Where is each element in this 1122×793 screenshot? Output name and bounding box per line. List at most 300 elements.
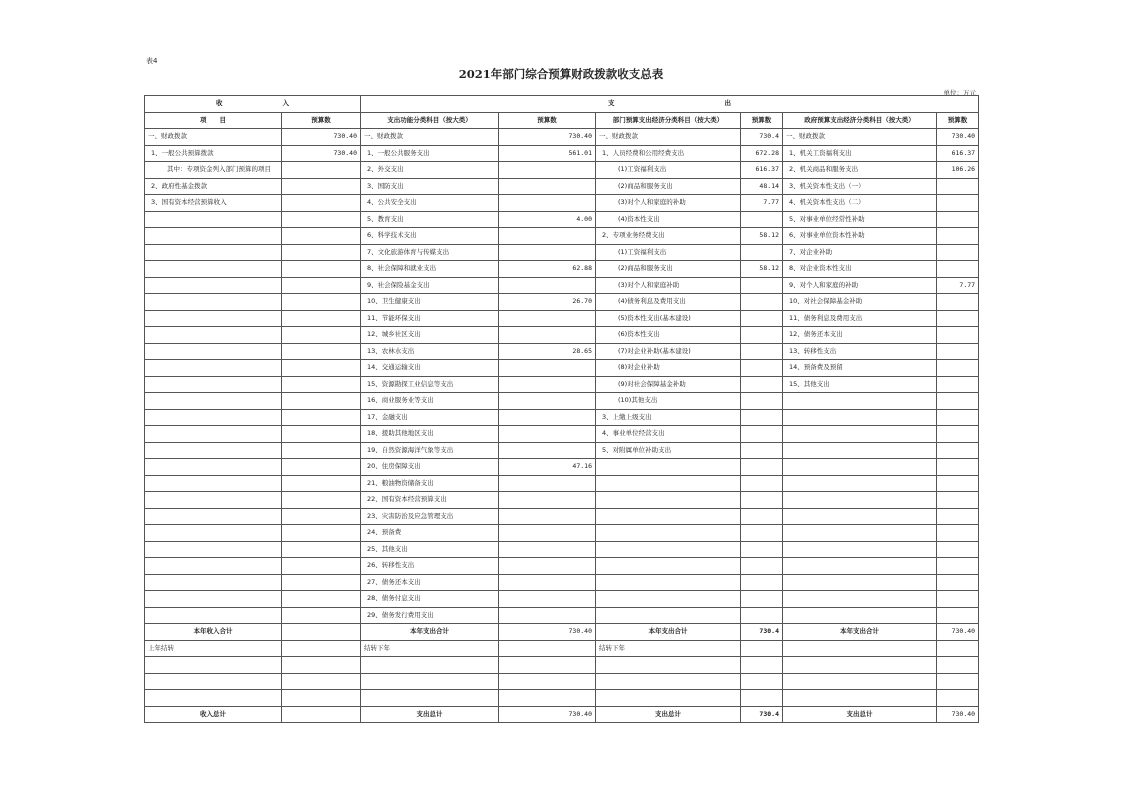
col-header-dept-budget: 预算数 (741, 112, 783, 129)
function-value (499, 178, 596, 195)
next-year-carry-function-value (499, 640, 596, 657)
income-value (282, 310, 361, 327)
blank-cell (145, 673, 282, 690)
function-item: 14、交通运输支出 (361, 360, 499, 377)
income-item: 一、财政拨款 (145, 129, 282, 146)
gov-econ-item (783, 426, 937, 443)
blank-row (145, 690, 979, 707)
blank-cell (937, 690, 979, 707)
function-item: 11、节能环保支出 (361, 310, 499, 327)
blank-row (145, 657, 979, 674)
income-item (145, 492, 282, 509)
function-item: 19、自然资源海洋气象等支出 (361, 442, 499, 459)
income-item (145, 607, 282, 624)
dept-econ-value (741, 211, 783, 228)
income-value (282, 393, 361, 410)
income-item (145, 459, 282, 476)
gov-econ-item: 1、机关工资福利支出 (783, 145, 937, 162)
next-year-carry-dept-value (741, 640, 783, 657)
function-value (499, 310, 596, 327)
gov-econ-value (937, 376, 979, 393)
function-item: 28、债务付息支出 (361, 591, 499, 608)
gov-econ-item (783, 525, 937, 542)
blank-cell (741, 657, 783, 674)
function-value (499, 525, 596, 542)
income-value (282, 261, 361, 278)
grand-gov-total-label: 支出总计 (783, 706, 937, 723)
blank-row (145, 673, 979, 690)
function-value (499, 541, 596, 558)
blank-cell (282, 690, 361, 707)
year-gov-total-label: 本年支出合计 (783, 624, 937, 641)
expense-section-header: 支 出 (361, 96, 979, 113)
dept-econ-value: 730.4 (741, 129, 783, 146)
income-value (282, 360, 361, 377)
table-row (145, 574, 979, 591)
table-row (145, 393, 979, 410)
dept-econ-item (596, 558, 741, 575)
function-item: 3、国防支出 (361, 178, 499, 195)
blank-cell (937, 657, 979, 674)
function-value (499, 508, 596, 525)
gov-econ-item: 2、机关商品和服务支出 (783, 162, 937, 179)
table-row (145, 475, 979, 492)
function-value (499, 558, 596, 575)
function-value: 4.00 (499, 211, 596, 228)
dept-econ-item (596, 525, 741, 542)
gov-econ-item (783, 393, 937, 410)
gov-econ-value (937, 409, 979, 426)
function-item: 8、社会保障和就业支出 (361, 261, 499, 278)
function-value (499, 360, 596, 377)
table-row (145, 426, 979, 443)
gov-econ-value (937, 541, 979, 558)
table-row (145, 327, 979, 344)
gov-econ-item (783, 591, 937, 608)
income-item (145, 277, 282, 294)
table-row (145, 525, 979, 542)
col-header-function: 支出功能分类科目（按大类） (361, 112, 499, 129)
year-total-row (145, 624, 979, 641)
income-item (145, 475, 282, 492)
gov-econ-value (937, 261, 979, 278)
function-item: 4、公共安全支出 (361, 195, 499, 212)
function-item: 6、科学技术支出 (361, 228, 499, 245)
col-header-dept-econ: 部门预算支出经济分类科目（按大类） (596, 112, 741, 129)
function-value (499, 442, 596, 459)
function-value (499, 228, 596, 245)
col-header-income-budget: 预算数 (282, 112, 361, 129)
gov-econ-value (937, 558, 979, 575)
blank-cell (499, 673, 596, 690)
function-item: 24、预备费 (361, 525, 499, 542)
income-item (145, 508, 282, 525)
function-value (499, 376, 596, 393)
dept-econ-value (741, 475, 783, 492)
gov-econ-value: 616.37 (937, 145, 979, 162)
dept-econ-item: 4、事业单位经营支出 (596, 426, 741, 443)
dept-econ-value (741, 277, 783, 294)
income-item (145, 261, 282, 278)
income-value (282, 574, 361, 591)
dept-econ-item: (2)商品和服务支出 (596, 178, 741, 195)
income-value (282, 558, 361, 575)
prior-year-carry-label: 上年结转 (145, 640, 282, 657)
dept-econ-value (741, 310, 783, 327)
income-value (282, 607, 361, 624)
gov-econ-value: 106.26 (937, 162, 979, 179)
gov-econ-value (937, 442, 979, 459)
function-value (499, 607, 596, 624)
function-value (499, 277, 596, 294)
income-item: 3、国有资本经营预算收入 (145, 195, 282, 212)
blank-cell (282, 657, 361, 674)
gov-econ-item (783, 508, 937, 525)
col-header-gov-budget: 预算数 (937, 112, 979, 129)
gov-econ-value (937, 294, 979, 311)
income-value (282, 244, 361, 261)
gov-econ-value (937, 178, 979, 195)
table-row (145, 129, 979, 146)
dept-econ-item: (1)工资福利支出 (596, 162, 741, 179)
gov-econ-item (783, 607, 937, 624)
function-value: 62.88 (499, 261, 596, 278)
gov-econ-value (937, 310, 979, 327)
income-item (145, 525, 282, 542)
dept-econ-value (741, 343, 783, 360)
dept-econ-value (741, 525, 783, 542)
grand-function-total-value: 730.40 (499, 706, 596, 723)
income-value (282, 294, 361, 311)
gov-econ-value (937, 475, 979, 492)
carry-over-row (145, 640, 979, 657)
function-value (499, 327, 596, 344)
function-value: 561.01 (499, 145, 596, 162)
income-value (282, 228, 361, 245)
blank-cell (596, 657, 741, 674)
blank-cell (145, 657, 282, 674)
function-value: 47.16 (499, 459, 596, 476)
function-item: 10、卫生健康支出 (361, 294, 499, 311)
income-item: 1、一般公共预算拨款 (145, 145, 282, 162)
income-value (282, 475, 361, 492)
gov-blank (783, 640, 937, 657)
function-item: 16、商业服务业等支出 (361, 393, 499, 410)
year-dept-total-value: 730.4 (741, 624, 783, 641)
income-value (282, 541, 361, 558)
function-item: 23、灾害防治及应急管理支出 (361, 508, 499, 525)
dept-econ-value: 7.77 (741, 195, 783, 212)
income-value: 730.40 (282, 145, 361, 162)
dept-econ-value: 58.12 (741, 228, 783, 245)
function-value (499, 409, 596, 426)
dept-econ-item: (4)债务利息及费用支出 (596, 294, 741, 311)
grand-function-total-label: 支出总计 (361, 706, 499, 723)
dept-econ-value (741, 492, 783, 509)
function-value (499, 492, 596, 509)
dept-econ-item (596, 591, 741, 608)
income-item (145, 360, 282, 377)
dept-econ-item (596, 574, 741, 591)
income-item (145, 228, 282, 245)
dept-econ-item: (2)商品和服务支出 (596, 261, 741, 278)
gov-econ-item: 9、对个人和家庭的补助 (783, 277, 937, 294)
grand-total-row (145, 706, 979, 723)
income-value (282, 211, 361, 228)
table-row (145, 261, 979, 278)
gov-econ-item: 一、财政拨款 (783, 129, 937, 146)
dept-econ-item: (3)对个人和家庭的补助 (596, 195, 741, 212)
function-value (499, 574, 596, 591)
dept-econ-value: 616.37 (741, 162, 783, 179)
table-row (145, 459, 979, 476)
dept-econ-value (741, 558, 783, 575)
blank-cell (596, 690, 741, 707)
gov-econ-item: 10、对社会保障基金补助 (783, 294, 937, 311)
column-header-row (145, 112, 979, 129)
function-item: 17、金融支出 (361, 409, 499, 426)
dept-econ-item (596, 607, 741, 624)
gov-econ-item (783, 492, 937, 509)
function-value (499, 591, 596, 608)
blank-cell (282, 673, 361, 690)
table-row (145, 409, 979, 426)
dept-econ-item: (1)工资福利支出 (596, 244, 741, 261)
table-row (145, 508, 979, 525)
gov-econ-item: 6、对事业单位资本性补助 (783, 228, 937, 245)
table-row (145, 492, 979, 509)
function-item: 22、国有资本经营预算支出 (361, 492, 499, 509)
dept-econ-value: 48.14 (741, 178, 783, 195)
income-value: 730.40 (282, 129, 361, 146)
gov-econ-item: 13、转移性支出 (783, 343, 937, 360)
table-row (145, 294, 979, 311)
income-item (145, 393, 282, 410)
col-header-gov-econ: 政府预算支出经济分类科目（按大类） (783, 112, 937, 129)
income-section-header: 收 入 (145, 96, 361, 113)
next-year-carry-function-label: 结转下年 (361, 640, 499, 657)
gov-econ-item: 11、债务利息及费用支出 (783, 310, 937, 327)
dept-econ-item: (4)资本性支出 (596, 211, 741, 228)
dept-econ-value (741, 426, 783, 443)
income-value (282, 525, 361, 542)
income-item (145, 310, 282, 327)
dept-econ-item: (3)对个人和家庭补助 (596, 277, 741, 294)
blank-cell (145, 690, 282, 707)
gov-econ-value (937, 393, 979, 410)
dept-econ-item: (8)对企业补助 (596, 360, 741, 377)
income-value (282, 459, 361, 476)
grand-dept-total-value: 730.4 (741, 706, 783, 723)
grand-income-total-value (282, 706, 361, 723)
col-header-function-budget: 预算数 (499, 112, 596, 129)
table-row (145, 211, 979, 228)
table-row (145, 591, 979, 608)
table-row (145, 244, 979, 261)
dept-econ-value (741, 541, 783, 558)
gov-blank-value (937, 640, 979, 657)
income-value (282, 591, 361, 608)
table-row (145, 442, 979, 459)
prior-year-carry-value (282, 640, 361, 657)
blank-cell (361, 657, 499, 674)
dept-econ-value: 58.12 (741, 261, 783, 278)
function-item: 12、城乡社区支出 (361, 327, 499, 344)
income-item: 其中：专项资金列入部门预算的项目 (145, 162, 282, 179)
dept-econ-item (596, 475, 741, 492)
income-value (282, 162, 361, 179)
income-value (282, 442, 361, 459)
table-row (145, 360, 979, 377)
income-item (145, 211, 282, 228)
dept-econ-item (596, 541, 741, 558)
section-header-row (145, 96, 979, 113)
grand-income-total-label: 收入总计 (145, 706, 282, 723)
page-title: 2021年部门综合预算财政拨款收支总表 (458, 67, 664, 81)
dept-econ-value (741, 244, 783, 261)
function-item: 15、资源勘探工业信息等支出 (361, 376, 499, 393)
function-value (499, 195, 596, 212)
gov-econ-value (937, 327, 979, 344)
col-header-item: 项 目 (145, 112, 282, 129)
gov-econ-item (783, 541, 937, 558)
income-item (145, 294, 282, 311)
function-item: 21、粮油物资储备支出 (361, 475, 499, 492)
income-value (282, 492, 361, 509)
function-value (499, 393, 596, 410)
dept-econ-value (741, 442, 783, 459)
income-item (145, 558, 282, 575)
gov-econ-value (937, 426, 979, 443)
function-item: 20、住房保障支出 (361, 459, 499, 476)
function-value: 28.65 (499, 343, 596, 360)
function-item: 13、农林水支出 (361, 343, 499, 360)
year-function-total-value: 730.40 (499, 624, 596, 641)
income-value (282, 277, 361, 294)
gov-econ-item (783, 409, 937, 426)
function-value (499, 426, 596, 443)
function-value: 730.40 (499, 129, 596, 146)
gov-econ-value (937, 574, 979, 591)
income-item (145, 591, 282, 608)
gov-econ-value (937, 459, 979, 476)
gov-econ-item: 3、机关资本性支出（一） (783, 178, 937, 195)
gov-econ-value (937, 360, 979, 377)
dept-econ-item: 2、专项业务经费支出 (596, 228, 741, 245)
year-income-total-value (282, 624, 361, 641)
table-row (145, 343, 979, 360)
income-value (282, 426, 361, 443)
function-value (499, 244, 596, 261)
function-item: 1、一般公共服务支出 (361, 145, 499, 162)
budget-summary-table (144, 95, 979, 723)
income-item (145, 541, 282, 558)
table-row (145, 195, 979, 212)
blank-cell (783, 673, 937, 690)
year-income-total-label: 本年收入合计 (145, 624, 282, 641)
income-item (145, 376, 282, 393)
function-value (499, 162, 596, 179)
income-value (282, 508, 361, 525)
dept-econ-value (741, 409, 783, 426)
dept-econ-item (596, 459, 741, 476)
gov-econ-value (937, 195, 979, 212)
gov-econ-value (937, 244, 979, 261)
dept-econ-item: 3、上缴上级支出 (596, 409, 741, 426)
gov-econ-item (783, 475, 937, 492)
income-value (282, 195, 361, 212)
dept-econ-item: (9)对社会保障基金补助 (596, 376, 741, 393)
gov-econ-value (937, 211, 979, 228)
table-row (145, 228, 979, 245)
dept-econ-item: 5、对附属单位补助支出 (596, 442, 741, 459)
function-item: 18、援助其他地区支出 (361, 426, 499, 443)
blank-cell (596, 673, 741, 690)
gov-econ-value (937, 492, 979, 509)
income-value (282, 376, 361, 393)
gov-econ-value: 730.40 (937, 129, 979, 146)
blank-cell (937, 673, 979, 690)
income-value (282, 178, 361, 195)
function-item: 25、其他支出 (361, 541, 499, 558)
income-item (145, 442, 282, 459)
dept-econ-item: (6)资本性支出 (596, 327, 741, 344)
dept-econ-value (741, 607, 783, 624)
function-value: 26.70 (499, 294, 596, 311)
table-row (145, 310, 979, 327)
income-item (145, 574, 282, 591)
dept-econ-item: (5)资本性支出(基本建设) (596, 310, 741, 327)
gov-econ-item: 12、债务还本支出 (783, 327, 937, 344)
gov-econ-value: 7.77 (937, 277, 979, 294)
function-item: 27、债务还本支出 (361, 574, 499, 591)
gov-econ-value (937, 228, 979, 245)
income-item (145, 343, 282, 360)
blank-cell (783, 690, 937, 707)
table-number: 表4 (146, 57, 158, 65)
dept-econ-value (741, 459, 783, 476)
blank-cell (741, 690, 783, 707)
table-row (145, 558, 979, 575)
gov-econ-value (937, 508, 979, 525)
gov-econ-item (783, 574, 937, 591)
gov-econ-item: 15、其他支出 (783, 376, 937, 393)
dept-econ-item: (10)其他支出 (596, 393, 741, 410)
gov-econ-item: 7、对企业补助 (783, 244, 937, 261)
grand-gov-total-value: 730.40 (937, 706, 979, 723)
dept-econ-value: 672.28 (741, 145, 783, 162)
function-value (499, 475, 596, 492)
function-item: 7、文化旅游体育与传媒支出 (361, 244, 499, 261)
table-row (145, 178, 979, 195)
year-function-total-label: 本年支出合计 (361, 624, 499, 641)
unit-label: 单位：万元 (943, 89, 976, 97)
dept-econ-item: 1、人员经费和公用经费支出 (596, 145, 741, 162)
function-item: 5、教育支出 (361, 211, 499, 228)
blank-cell (499, 657, 596, 674)
gov-econ-item (783, 442, 937, 459)
dept-econ-value (741, 360, 783, 377)
gov-econ-value (937, 525, 979, 542)
gov-econ-item: 8、对企业资本性支出 (783, 261, 937, 278)
dept-econ-value (741, 508, 783, 525)
gov-econ-value (937, 591, 979, 608)
income-item (145, 426, 282, 443)
income-item: 2、政府性基金拨款 (145, 178, 282, 195)
function-item: 29、债务发行费用支出 (361, 607, 499, 624)
gov-econ-value (937, 343, 979, 360)
income-item (145, 244, 282, 261)
